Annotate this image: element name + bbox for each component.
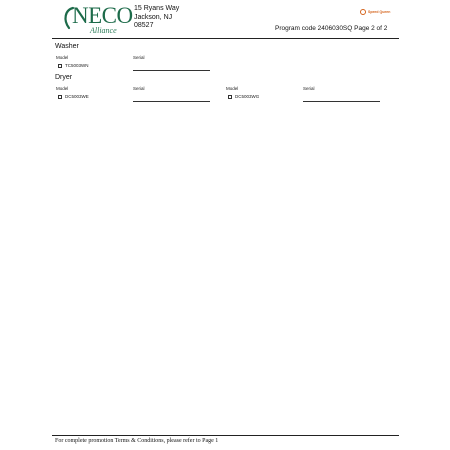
washer-model-checkbox[interactable] xyxy=(58,64,62,68)
dryer-model-number-2: DC5003WG xyxy=(235,94,260,99)
washer-section-title: Washer xyxy=(55,43,79,50)
dryer-serial-label-1: Serial xyxy=(133,86,145,91)
washer-serial-field[interactable] xyxy=(133,70,210,71)
address-block xyxy=(134,5,179,31)
dryer-model-option-2[interactable] xyxy=(228,94,259,99)
brand-name: Speed Queen xyxy=(368,10,391,14)
washer-model-option[interactable] xyxy=(58,63,89,68)
washer-model-label: Model xyxy=(56,55,69,60)
speed-queen-logo xyxy=(360,9,390,15)
dryer-model-label-2: Model xyxy=(226,86,239,91)
dryer-model-number-1: DC5003WE xyxy=(65,94,89,99)
dryer-model-checkbox-2[interactable] xyxy=(228,95,232,99)
logo-wordmark: NECO xyxy=(72,3,133,28)
header-divider xyxy=(52,38,399,39)
dryer-model-checkbox-1[interactable] xyxy=(58,95,62,99)
neco-alliance-logo xyxy=(62,3,133,36)
dryer-model-option-1[interactable] xyxy=(58,94,89,99)
address-city-state: Jackson, NJ xyxy=(134,13,173,21)
footer-divider xyxy=(52,435,399,436)
address-street: 15 Ryans Way xyxy=(134,5,180,12)
program-code: Program code 2406030SQ Page 2 of 2 xyxy=(275,25,388,32)
brand-mark-icon xyxy=(360,9,366,15)
logo-subtitle: Alliance xyxy=(90,26,117,35)
dryer-serial-label-2: Serial xyxy=(303,86,315,91)
footer-note: For complete promotion Terms & Conditions, please refer to Page 1 xyxy=(55,438,219,444)
dryer-section-title: Dryer xyxy=(55,74,73,81)
washer-model-number: TC5003WN xyxy=(65,63,89,68)
dryer-serial-field-2[interactable] xyxy=(303,101,380,102)
dryer-serial-field-1[interactable] xyxy=(133,101,210,102)
address-zip: 08527 xyxy=(134,22,154,29)
dryer-model-label-1: Model xyxy=(56,86,69,91)
washer-serial-label: Serial xyxy=(133,55,145,60)
